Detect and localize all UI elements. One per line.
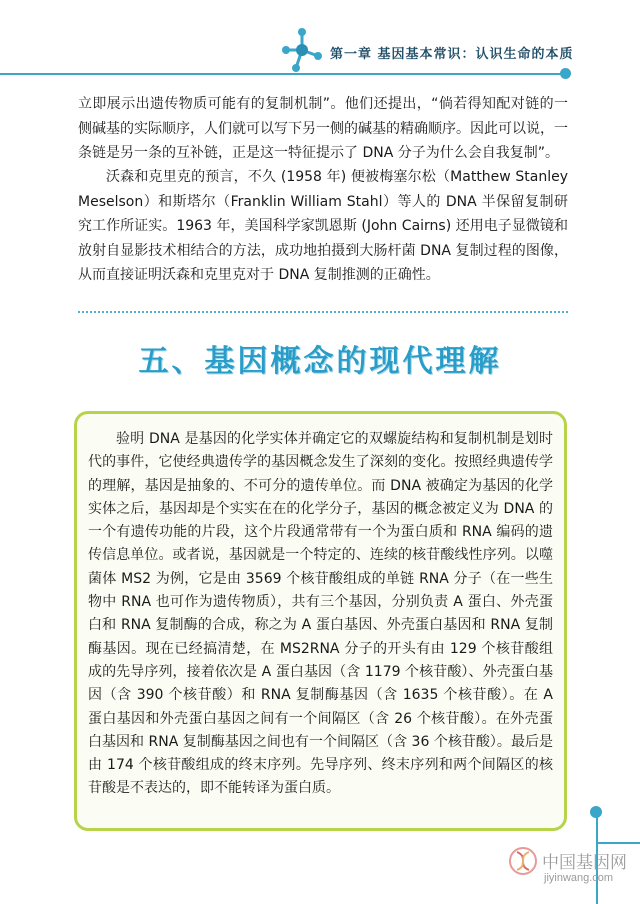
paragraph-1: 立即展示出遗传物质可能有的复制机制”。他们还提出，“倘若得知配对链的一侧碱基的实际顺序，人们就可以写下另一侧的碱基的精确顺序。因此可以说，一条链是另一条的互补链，正是这一特征提示了 DNA 分子为什么会自我复制”。	[78, 96, 568, 161]
molecule-icon	[280, 26, 324, 74]
header-rule-dot	[560, 68, 571, 79]
paragraph-2: 沃森和克里克的预言，不久 (1958 年) 便被梅塞尔松（Matthew Stanley Meselson）和斯塔尔（Franklin William Stahl）等人的 DNA 半保留复制研究工作所证实。1963 年，美国科学家凯恩斯 (John Cairns) 还用电子显微镜和放射自显影技术相结合的方法，成功地拍摄到大肠杆菌 DNA 复制过程的图像，从而直接证明沃森和克里克对于 DNA 复制推测的正确性。	[78, 169, 568, 283]
highlight-box-text: 验明 DNA 是基因的化学实体并确定它的双螺旋结构和复制机制是划时代的事件，它使经典遗传学的基因概念发生了深刻的变化。按照经典遗传学的理解，基因是抽象的、不可分的遗传单位。而 DNA 被确定为基因的化学实体之后，基因却是个实实在在的化学分子，基因的概念被定义为 DNA 的一个有遗传功能的片段，这个片段通常带有一个为蛋白质和 RNA 编码的遗传信息单位。或者说，基因就是一个特定的、连续的核苷酸线性序列。以噬菌体 MS2 为例，它是由 3569 个核苷酸组成的单链 RNA 分子（在一些生物中 RNA 也可作为遗传物质），共有三个基因，分别负责 A 蛋白、外壳蛋白和 RNA 复制酶的合成，称之为 A 蛋白基因、外壳蛋白基因和 RNA 复制酶基因。现在已经搞清楚，在 MS2RNA 分子的开头有由 129 个核苷酸组成的先导序列，接着依次是 A 蛋白基因（含 1179 个核苷酸）、外壳蛋白基因（含 390 个核苷酸）和 RNA 复制酶基因（含 1635 个核苷酸）。在 A 蛋白基因和外壳蛋白基因之间有一个间隔区（含 26 个核苷酸）。在外壳蛋白基因和 RNA 复制酶基因之间也有一个间隔区（含 36 个核苷酸）。最后是由 174 个核苷酸组成的终末序列。先导序列、终末序列和两个间隔区的核苷酸是不表达的，即不能转译为蛋白质。	[88, 431, 553, 797]
header-rule	[0, 73, 566, 75]
watermark-name: 中国基因网	[542, 853, 627, 873]
dotted-divider	[78, 311, 568, 313]
watermark-url: jiyinwang.com	[544, 872, 614, 884]
section-title: 五、基因概念的现代理解	[138, 344, 502, 379]
chapter-title: 第一章 基因基本常识：认识生命的本质	[330, 47, 574, 62]
corner-line-horizontal	[596, 842, 640, 844]
watermark-logo-icon	[508, 846, 538, 876]
